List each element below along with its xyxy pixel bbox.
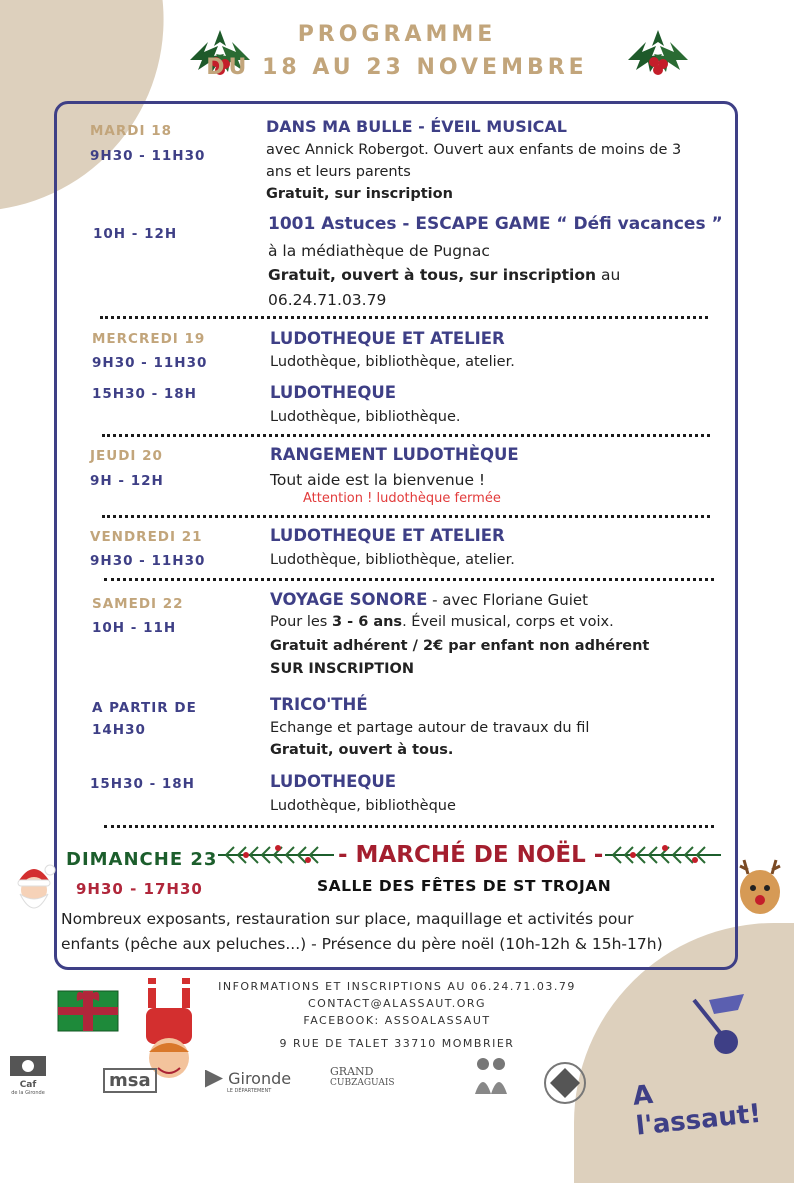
- event-description: ans et leurs parents: [266, 164, 411, 180]
- event-title: LUDOTHEQUE: [270, 772, 397, 791]
- time-label: 15H30 - 18H: [92, 386, 197, 402]
- event-location: SALLE DES FÊTES DE ST TROJAN: [317, 877, 612, 895]
- event-note: SUR INSCRIPTION: [270, 661, 414, 677]
- assaut-mascot-icon: [634, 990, 784, 1070]
- day-label: VENDREDI 21: [90, 529, 203, 545]
- desc-age-range: 3 - 6 ans: [331, 614, 403, 630]
- event-note-bold: Gratuit, ouvert à tous, sur inscription: [268, 266, 597, 284]
- event-description: Ludothèque, bibliothèque, atelier.: [270, 354, 515, 370]
- event-note: Gratuit adhérent / 2€ par enfant non adhérent: [270, 638, 650, 654]
- dotted-divider: [102, 515, 710, 518]
- event-note: [268, 264, 620, 286]
- cubzaguais-logo-text: CUBZAGUAIS: [330, 1078, 395, 1088]
- grand-logo-text: GRAND: [330, 1065, 374, 1078]
- event-description: Ludothèque, bibliothèque: [270, 798, 456, 814]
- day-label: DIMANCHE 23: [66, 849, 218, 870]
- event-title: LUDOTHEQUE ET ATELIER: [270, 526, 505, 545]
- caf-emblem-icon: [10, 1056, 46, 1076]
- time-label: 9H30 - 17H30: [76, 880, 203, 898]
- page-header: [0, 22, 794, 80]
- event-description: avec Annick Robergot. Ouvert aux enfants de moins de 3: [266, 142, 682, 158]
- time-label: 14H30: [92, 722, 146, 738]
- footer-email[interactable]: CONTACT@ALASSAUT.ORG: [307, 997, 487, 1010]
- event-title: 1001 Astuces - ESCAPE GAME “ Défi vacances ”: [268, 214, 723, 234]
- reindeer-icon: [730, 852, 790, 932]
- event-title: RANGEMENT LUDOTHÈQUE: [270, 445, 519, 464]
- dotted-divider: [100, 316, 708, 319]
- footer-address: 9 RUE DE TALET 33710 MOMBRIER: [279, 1037, 515, 1050]
- closure-alert: Attention ! ludothèque fermée: [303, 491, 501, 506]
- gironde-logo-text: Gironde: [228, 1069, 292, 1088]
- parents-network-logo-icon: [455, 1054, 527, 1102]
- event-note: Gratuit, ouvert à tous.: [270, 742, 454, 758]
- msa-logo: msa: [103, 1068, 157, 1093]
- santa-icon: [10, 860, 58, 920]
- footer-facebook[interactable]: FACEBOOK: ASSOALASSAUT: [303, 1014, 491, 1027]
- partner-circle-logo-icon: [540, 1058, 590, 1108]
- event-description: Tout aide est la bienvenue !: [270, 471, 486, 489]
- event-title-main: VOYAGE SONORE: [270, 590, 428, 609]
- pine-branch-icon-right: [603, 840, 723, 870]
- event-description: Nombreux exposants, restauration sur place, maquillage et activités pour: [61, 910, 634, 928]
- event-description: Ludothèque, bibliothèque, atelier.: [270, 552, 515, 568]
- day-label: MARDI 18: [90, 123, 172, 139]
- event-description: Ludothèque, bibliothèque.: [270, 409, 461, 425]
- event-title-guest: - avec Floriane Guiet: [427, 591, 589, 609]
- day-label: JEUDI 20: [90, 448, 163, 464]
- gironde-logo-subtitle: LE DÉPARTEMENT: [227, 1088, 272, 1094]
- footer-info: INFORMATIONS ET INSCRIPTIONS AU 06.24.71.03.79: [218, 980, 576, 993]
- time-label: A PARTIR DE: [92, 700, 197, 716]
- time-label: 9H - 12H: [90, 473, 164, 489]
- event-description: à la médiathèque de Pugnac: [268, 242, 490, 260]
- caf-logo: [10, 1056, 46, 1110]
- event-title: DANS MA BULLE - ÉVEIL MUSICAL: [266, 117, 567, 136]
- assaut-logo-text: A l'assaut!: [631, 1079, 763, 1142]
- time-label: 9H30 - 11H30: [92, 355, 208, 371]
- phone-number: 06.24.71.03.79: [268, 291, 387, 309]
- event-title: - MARCHÉ DE NOËL -: [338, 842, 604, 868]
- grand-cubzaguais-logo: [330, 1065, 395, 1088]
- event-title: LUDOTHEQUE: [270, 383, 397, 402]
- gironde-logo: [205, 1068, 291, 1094]
- desc-prefix: Pour les: [270, 614, 332, 630]
- header-dates: DU 18 AU 23 NOVEMBRE: [206, 55, 588, 80]
- time-label: 10H - 11H: [92, 620, 177, 636]
- event-title: LUDOTHEQUE ET ATELIER: [270, 329, 505, 348]
- gironde-arrow-icon: [205, 1070, 223, 1088]
- dotted-divider: [104, 825, 714, 828]
- event-title: TRICO'THÉ: [270, 695, 368, 714]
- day-label: MERCREDI 19: [92, 331, 206, 347]
- pine-branch-icon-left: [216, 840, 336, 870]
- assaut-logo: [631, 990, 784, 1142]
- dotted-divider: [104, 578, 714, 581]
- event-description: Echange et partage autour de travaux du fil: [270, 720, 590, 736]
- caf-logo-subtitle: de la Gironde: [11, 1090, 45, 1096]
- time-label: 15H30 - 18H: [90, 776, 195, 792]
- gift-icon: [55, 985, 121, 1035]
- event-description: [270, 611, 614, 633]
- day-label: SAMEDI 22: [92, 596, 184, 612]
- event-description: enfants (pêche aux peluches...) - Présence du père noël (10h-12h & 15h-17h): [61, 935, 663, 953]
- time-label: 10H - 12H: [93, 226, 178, 242]
- dotted-divider: [102, 434, 710, 437]
- caf-logo-text: Caf: [19, 1080, 37, 1090]
- time-label: 9H30 - 11H30: [90, 148, 206, 164]
- desc-suffix: . Éveil musical, corps et voix.: [402, 614, 614, 630]
- event-note-suffix: au: [596, 266, 621, 284]
- time-label: 9H30 - 11H30: [90, 553, 206, 569]
- event-note: Gratuit, sur inscription: [266, 186, 453, 202]
- event-title: [270, 590, 588, 609]
- header-title: PROGRAMME: [297, 22, 497, 47]
